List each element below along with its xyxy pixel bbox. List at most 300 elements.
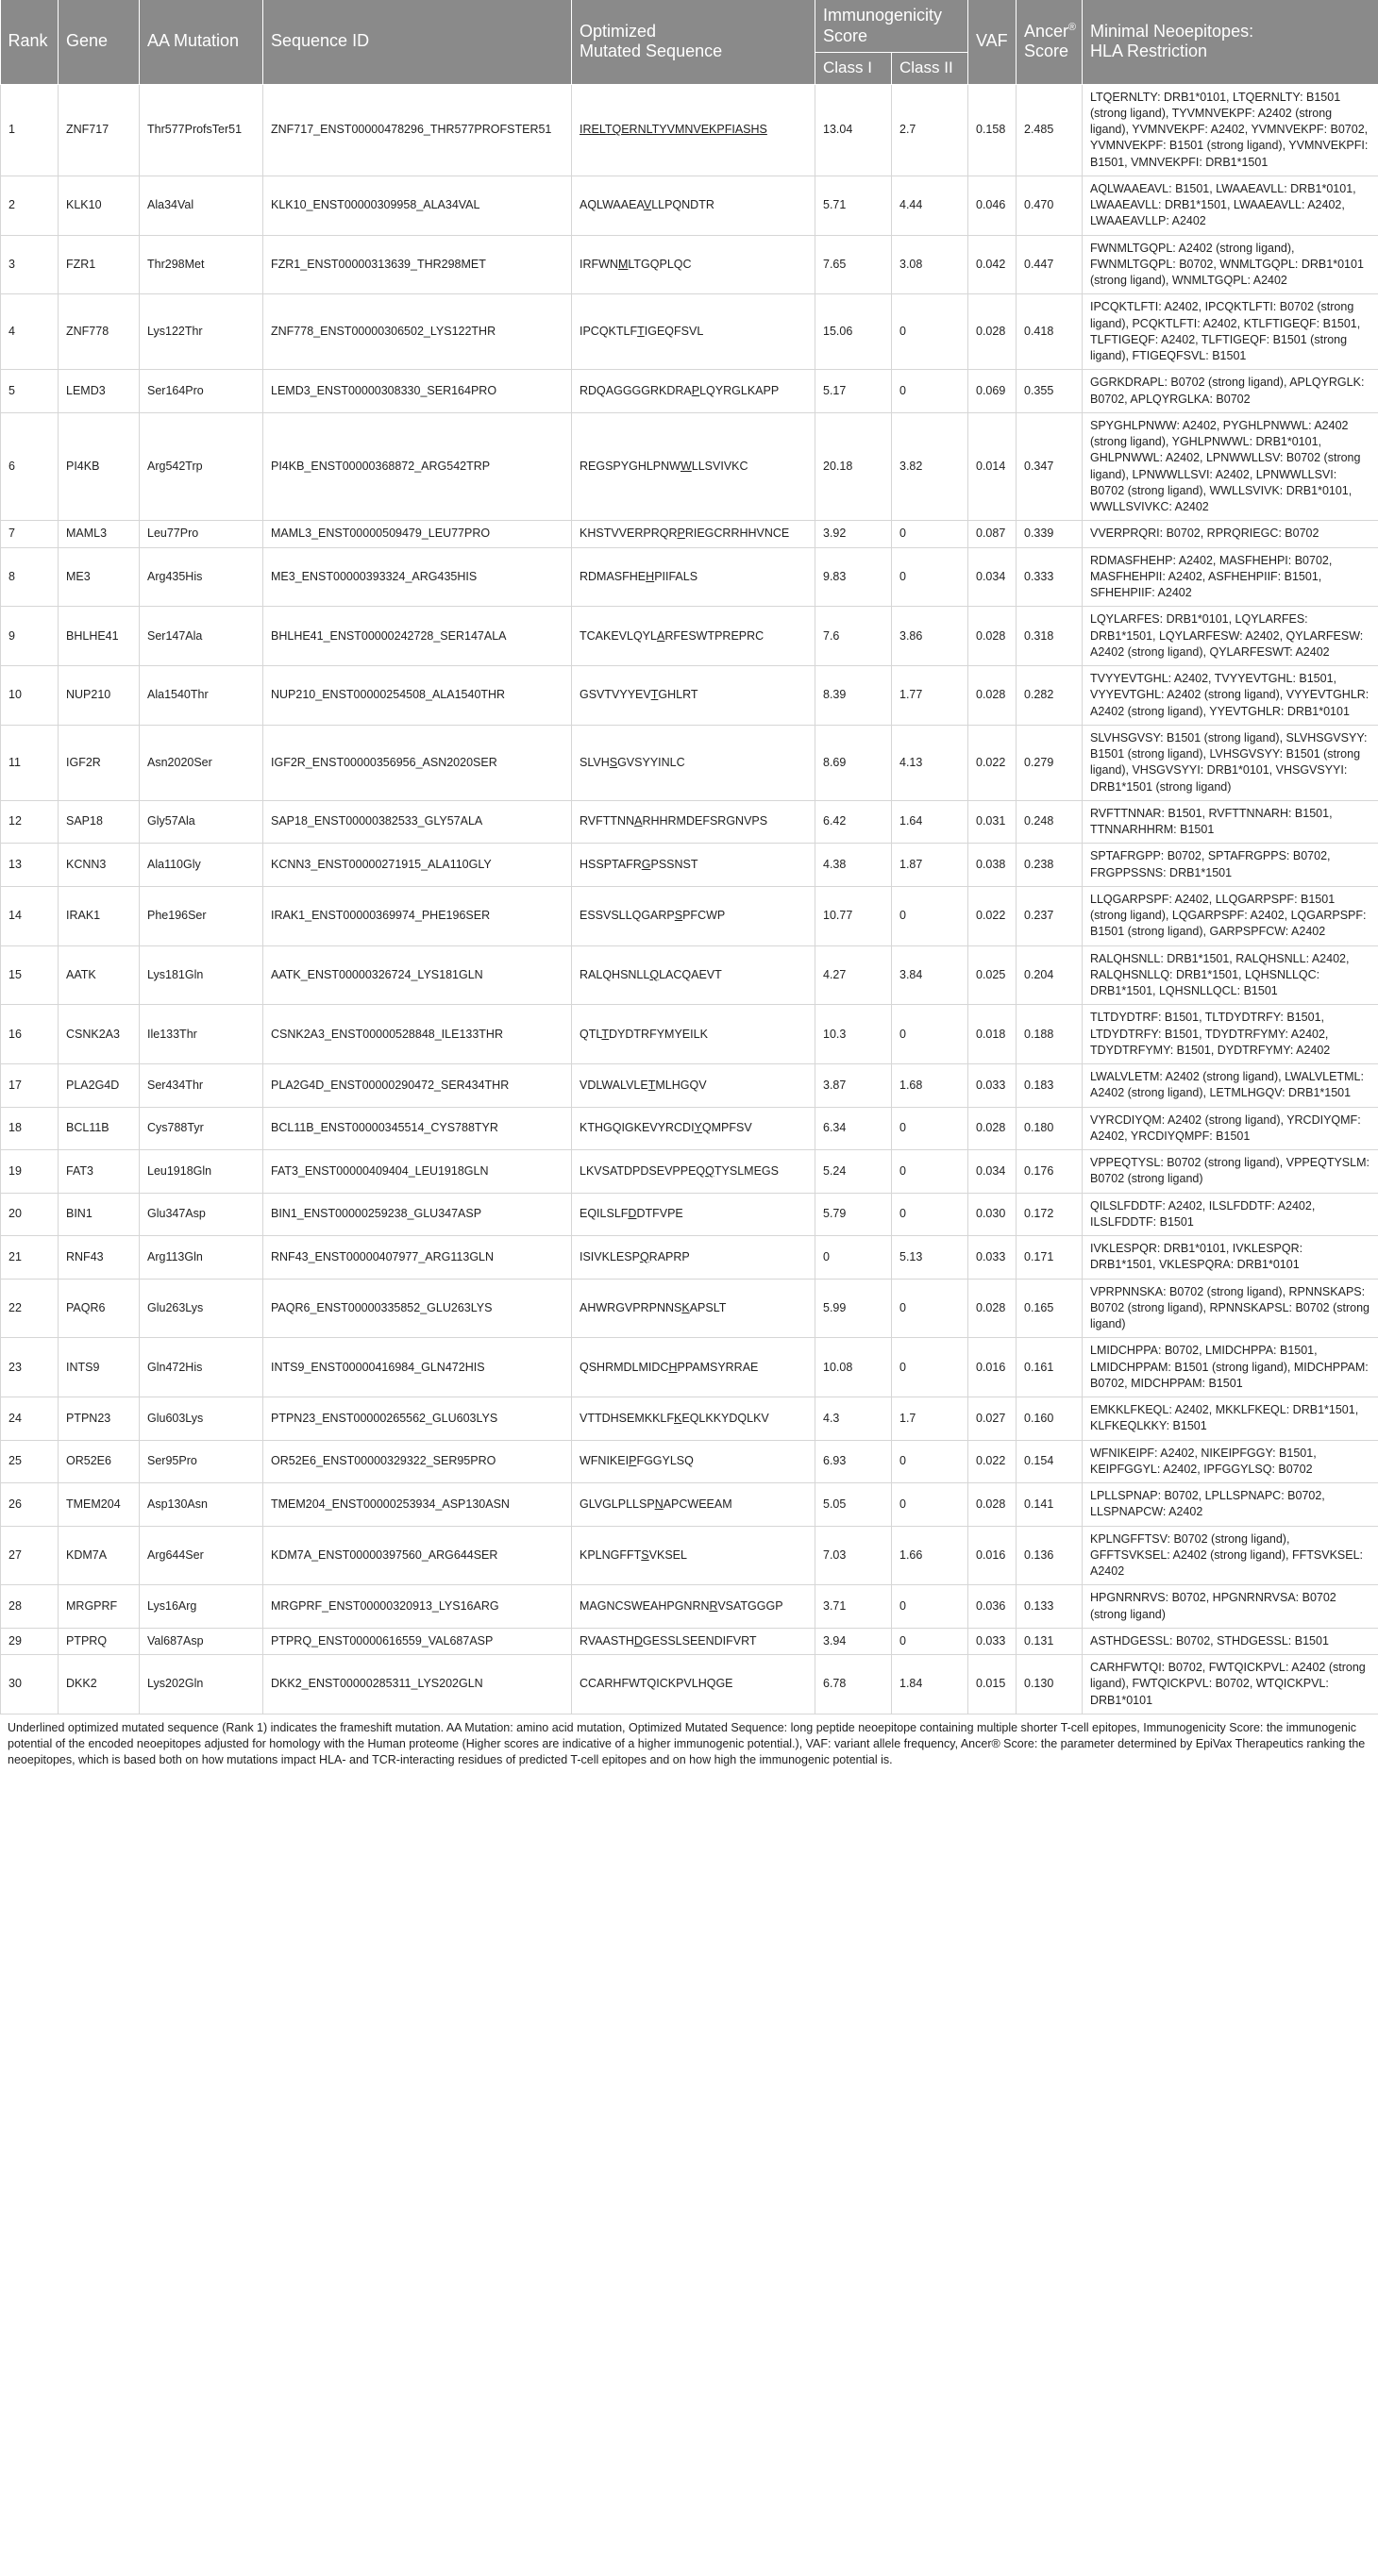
sequence-mutated-residue: M bbox=[617, 257, 629, 271]
cell-class2: 3.08 bbox=[892, 235, 968, 294]
table-row bbox=[1, 844, 1378, 887]
cell-optimized-sequence bbox=[572, 800, 815, 844]
cell-class1: 15.06 bbox=[815, 294, 892, 370]
cell-rank: 4 bbox=[1, 294, 59, 370]
cell-aa-mutation: Lys16Arg bbox=[140, 1585, 263, 1629]
cell-ancer-score: 0.318 bbox=[1017, 607, 1083, 666]
cell-rank: 20 bbox=[1, 1193, 59, 1236]
cell-epitopes: SPTAFRGPP: B0702, SPTAFRGPPS: B0702, FRGPPSSNS: DRB1*1501 bbox=[1083, 844, 1378, 887]
sequence-suffix: FGGYLSQ bbox=[636, 1454, 694, 1468]
cell-optimized-sequence bbox=[572, 945, 815, 1005]
sequence-suffix: LTGQPLQC bbox=[628, 257, 692, 271]
sequence-mutated-residue: Q bbox=[639, 1249, 649, 1263]
cell-class2: 0 bbox=[892, 886, 968, 945]
cell-vaf: 0.033 bbox=[968, 1236, 1017, 1280]
cell-rank: 3 bbox=[1, 235, 59, 294]
cell-aa-mutation: Ala1540Thr bbox=[140, 666, 263, 726]
cell-sequence-id: LEMD3_ENST00000308330_SER164PRO bbox=[263, 370, 572, 413]
cell-gene: INTS9 bbox=[59, 1338, 140, 1397]
sequence-suffix: QMPFSV bbox=[701, 1121, 752, 1135]
cell-sequence-id: BCL11B_ENST00000345514_CYS788TYR bbox=[263, 1107, 572, 1150]
header-optimized-line1: Optimized bbox=[580, 21, 657, 41]
cell-optimized-sequence bbox=[572, 1005, 815, 1064]
cell-optimized-sequence bbox=[572, 1585, 815, 1629]
cell-epitopes: GGRKDRAPL: B0702 (strong ligand), APLQYRGLK: B0702, APLQYRGLKA: B0702 bbox=[1083, 370, 1378, 413]
cell-rank: 13 bbox=[1, 844, 59, 887]
cell-rank: 26 bbox=[1, 1483, 59, 1527]
cell-optimized-sequence bbox=[572, 1193, 815, 1236]
cell-class2: 0 bbox=[892, 1440, 968, 1483]
sequence-prefix: GLVGLPLLSP bbox=[580, 1497, 655, 1511]
cell-sequence-id: BHLHE41_ENST00000242728_SER147ALA bbox=[263, 607, 572, 666]
cell-optimized-sequence bbox=[572, 84, 815, 176]
cell-class1: 10.08 bbox=[815, 1338, 892, 1397]
cell-class1: 4.27 bbox=[815, 945, 892, 1005]
cell-optimized-sequence bbox=[572, 1628, 815, 1654]
cell-aa-mutation: Lys202Gln bbox=[140, 1655, 263, 1715]
sequence-prefix: HSSPTAFR bbox=[580, 857, 642, 871]
cell-gene: PTPN23 bbox=[59, 1397, 140, 1441]
sequence-mutated-residue: H bbox=[668, 1360, 678, 1374]
cell-optimized-sequence bbox=[572, 1107, 815, 1150]
cell-epitopes: LQYLARFES: DRB1*0101, LQYLARFES: DRB1*1501, LQYLARFESW: A2402, QYLARFESW: A2402 (strong ligand), QYLARFESWT: A2402 bbox=[1083, 607, 1378, 666]
header-ancer-score bbox=[1017, 0, 1083, 84]
cell-ancer-score: 0.141 bbox=[1017, 1483, 1083, 1527]
cell-class1: 6.78 bbox=[815, 1655, 892, 1715]
sequence-suffix: RFESWTPREPRC bbox=[664, 628, 765, 643]
cell-class1: 5.24 bbox=[815, 1150, 892, 1194]
sequence-prefix: QTL bbox=[580, 1027, 602, 1041]
sequence-suffix: LQYRGLKAPP bbox=[699, 383, 780, 397]
cell-ancer-score: 0.131 bbox=[1017, 1628, 1083, 1654]
sequence-suffix: RIEGCRRHHVNCE bbox=[684, 527, 790, 541]
cell-aa-mutation: Arg542Trp bbox=[140, 412, 263, 521]
header-ancer-main: Ancer bbox=[1024, 21, 1069, 41]
cell-vaf: 0.038 bbox=[968, 844, 1017, 887]
table-row bbox=[1, 521, 1378, 547]
sequence-prefix: VDLWALVLE bbox=[580, 1078, 648, 1092]
sequence-mutated-residue: T bbox=[650, 688, 659, 702]
cell-aa-mutation: Ala110Gly bbox=[140, 844, 263, 887]
cell-aa-mutation: Ser147Ala bbox=[140, 607, 263, 666]
cell-sequence-id: ME3_ENST00000393324_ARG435HIS bbox=[263, 547, 572, 607]
cell-vaf: 0.022 bbox=[968, 1440, 1017, 1483]
cell-gene: BCL11B bbox=[59, 1107, 140, 1150]
cell-epitopes: TVYYEVTGHL: A2402, TVYYEVTGHL: B1501, VYYEVTGHL: A2402 (strong ligand), VYYEVTGHLR: A2402 (strong ligand), YYEVTGHLR: DRB1*0101 bbox=[1083, 666, 1378, 726]
cell-class1: 7.65 bbox=[815, 235, 892, 294]
sequence-suffix: VKSEL bbox=[648, 1547, 687, 1562]
cell-rank: 1 bbox=[1, 84, 59, 176]
cell-gene: PTPRQ bbox=[59, 1628, 140, 1654]
cell-optimized-sequence bbox=[572, 235, 815, 294]
header-minimal-line1: Minimal Neoepitopes: bbox=[1090, 21, 1254, 41]
registered-mark: ® bbox=[1068, 21, 1076, 33]
cell-ancer-score: 0.355 bbox=[1017, 370, 1083, 413]
header-immunogenicity-line2: Score bbox=[823, 25, 868, 45]
sequence-suffix: PPAMSYRRAE bbox=[677, 1360, 759, 1374]
cell-sequence-id: IRAK1_ENST00000369974_PHE196SER bbox=[263, 886, 572, 945]
header-minimal-neoepitopes bbox=[1083, 0, 1378, 84]
cell-rank: 21 bbox=[1, 1236, 59, 1280]
cell-epitopes: LTQERNLTY: DRB1*0101, LTQERNLTY: B1501 (strong ligand), TYVMNVEKPF: A2402 (strong ligand), YVMNVEKPF: A2402, YVMNVEKPF: B0702, YVMNVEKPF: B1501 (strong ligand), YVMNVEKPFI: B1501, VMNVEKPFI: DRB1*1501 bbox=[1083, 84, 1378, 176]
cell-class1: 13.04 bbox=[815, 84, 892, 176]
cell-vaf: 0.016 bbox=[968, 1526, 1017, 1585]
cell-epitopes: KPLNGFFTSV: B0702 (strong ligand), GFFTSVKSEL: A2402 (strong ligand), FFTSVKSEL: A2402 bbox=[1083, 1526, 1378, 1585]
cell-rank: 8 bbox=[1, 547, 59, 607]
sequence-suffix: IGEQFSVL bbox=[644, 325, 704, 339]
cell-class2: 1.66 bbox=[892, 1526, 968, 1585]
cell-gene: KLK10 bbox=[59, 176, 140, 235]
cell-gene: CSNK2A3 bbox=[59, 1005, 140, 1064]
cell-aa-mutation: Cys788Tyr bbox=[140, 1107, 263, 1150]
cell-ancer-score: 0.237 bbox=[1017, 886, 1083, 945]
cell-ancer-score: 0.136 bbox=[1017, 1526, 1083, 1585]
cell-vaf: 0.034 bbox=[968, 547, 1017, 607]
cell-rank: 15 bbox=[1, 945, 59, 1005]
cell-epitopes: VVERPRQRI: B0702, RPRQRIEGC: B0702 bbox=[1083, 521, 1378, 547]
cell-vaf: 0.042 bbox=[968, 235, 1017, 294]
cell-vaf: 0.158 bbox=[968, 84, 1017, 176]
cell-rank: 22 bbox=[1, 1279, 59, 1338]
sequence-mutated-residue: R bbox=[709, 1598, 718, 1613]
cell-aa-mutation: Lys122Thr bbox=[140, 294, 263, 370]
cell-rank: 5 bbox=[1, 370, 59, 413]
sequence-mutated-residue: K bbox=[674, 1411, 682, 1425]
sequence-suffix: DYDTRFYMYEILK bbox=[609, 1027, 708, 1041]
table-row bbox=[1, 725, 1378, 800]
cell-gene: BHLHE41 bbox=[59, 607, 140, 666]
cell-vaf: 0.028 bbox=[968, 666, 1017, 726]
table-row bbox=[1, 1585, 1378, 1629]
cell-aa-mutation: Asn2020Ser bbox=[140, 725, 263, 800]
cell-aa-mutation: Gln472His bbox=[140, 1338, 263, 1397]
cell-class1: 5.71 bbox=[815, 176, 892, 235]
table-row bbox=[1, 370, 1378, 413]
cell-class2: 1.64 bbox=[892, 800, 968, 844]
cell-vaf: 0.025 bbox=[968, 945, 1017, 1005]
sequence-suffix: LLPQNDTR bbox=[651, 198, 714, 212]
table-row bbox=[1, 294, 1378, 370]
cell-ancer-score: 0.130 bbox=[1017, 1655, 1083, 1715]
cell-sequence-id: IGF2R_ENST00000356956_ASN2020SER bbox=[263, 725, 572, 800]
cell-sequence-id: MAML3_ENST00000509479_LEU77PRO bbox=[263, 521, 572, 547]
cell-class2: 0 bbox=[892, 1279, 968, 1338]
cell-epitopes: SLVHSGVSY: B1501 (strong ligand), SLVHSGVSYY: B1501 (strong ligand), LVHSGVSYY: B1501 (strong ligand), VHSGVSYYI: DRB1*0101, VHSGVSYYI: DRB1*1501 (strong ligand) bbox=[1083, 725, 1378, 800]
cell-sequence-id: NUP210_ENST00000254508_ALA1540THR bbox=[263, 666, 572, 726]
cell-vaf: 0.018 bbox=[968, 1005, 1017, 1064]
cell-vaf: 0.087 bbox=[968, 521, 1017, 547]
cell-sequence-id: AATK_ENST00000326724_LYS181GLN bbox=[263, 945, 572, 1005]
sequence-mutated-residue: D bbox=[633, 1633, 643, 1648]
cell-rank: 14 bbox=[1, 886, 59, 945]
cell-rank: 29 bbox=[1, 1628, 59, 1654]
cell-rank: 25 bbox=[1, 1440, 59, 1483]
cell-vaf: 0.033 bbox=[968, 1628, 1017, 1654]
cell-class1: 8.69 bbox=[815, 725, 892, 800]
cell-optimized-sequence bbox=[572, 1338, 815, 1397]
sequence-prefix: ESSVSLLQGARP bbox=[580, 909, 675, 923]
sequence-suffix: EQLKKYDQLKV bbox=[681, 1411, 769, 1425]
table-row bbox=[1, 176, 1378, 235]
cell-epitopes: LMIDCHPPA: B0702, LMIDCHPPA: B1501, LMIDCHPPAM: B1501 (strong ligand), MIDCHPPAM: B0702, MIDCHPPAM: B1501 bbox=[1083, 1338, 1378, 1397]
header-optimized-sequence bbox=[572, 0, 815, 84]
cell-rank: 10 bbox=[1, 666, 59, 726]
header-aa-mutation: AA Mutation bbox=[140, 0, 263, 84]
table-row bbox=[1, 1338, 1378, 1397]
sequence-mutated-residue: W bbox=[680, 459, 692, 473]
cell-sequence-id: FAT3_ENST00000409404_LEU1918GLN bbox=[263, 1150, 572, 1194]
cell-rank: 11 bbox=[1, 725, 59, 800]
sequence-prefix: RVAASTH bbox=[580, 1633, 634, 1648]
header-immunogenicity-line1: Immunogenicity bbox=[823, 6, 943, 25]
sequence-suffix: PSSNST bbox=[650, 857, 698, 871]
cell-epitopes: VPRPNNSKA: B0702 (strong ligand), RPNNSKAPS: B0702 (strong ligand), RPNNSKAPSL: B0702 (strong ligand) bbox=[1083, 1279, 1378, 1338]
cell-optimized-sequence bbox=[572, 725, 815, 800]
cell-epitopes: RALQHSNLL: DRB1*1501, RALQHSNLL: A2402, RALQHSNLLQ: DRB1*1501, LQHSNLLQC: DRB1*1501, LQHSNLLQCL: B1501 bbox=[1083, 945, 1378, 1005]
cell-epitopes: VPPEQTYSL: B0702 (strong ligand), VPPEQTYSLM: B0702 (strong ligand) bbox=[1083, 1150, 1378, 1194]
cell-gene: FZR1 bbox=[59, 235, 140, 294]
sequence-mutated-residue: IRELTQERNLTYVMNVEKPFIASHS bbox=[580, 123, 767, 137]
cell-optimized-sequence bbox=[572, 1279, 815, 1338]
sequence-mutated-residue: P bbox=[677, 527, 685, 541]
sequence-suffix: RAPRP bbox=[648, 1249, 690, 1263]
cell-vaf: 0.028 bbox=[968, 1483, 1017, 1527]
cell-sequence-id: DKK2_ENST00000285311_LYS202GLN bbox=[263, 1655, 572, 1715]
cell-vaf: 0.028 bbox=[968, 607, 1017, 666]
cell-class1: 3.87 bbox=[815, 1064, 892, 1108]
sequence-mutated-residue: S bbox=[609, 755, 618, 769]
cell-class2: 0 bbox=[892, 1193, 968, 1236]
cell-ancer-score: 0.165 bbox=[1017, 1279, 1083, 1338]
cell-class2: 4.44 bbox=[892, 176, 968, 235]
cell-epitopes: LLQGARPSPF: A2402, LLQGARPSPF: B1501 (strong ligand), LQGARPSPF: A2402, LQGARPSPF: B1501 (strong ligand), GARPSPFCW: A2402 bbox=[1083, 886, 1378, 945]
sequence-mutated-residue: Y bbox=[694, 1121, 702, 1135]
cell-ancer-score: 0.333 bbox=[1017, 547, 1083, 607]
sequence-prefix: AQLWAAEA bbox=[580, 198, 644, 212]
table-row bbox=[1, 1440, 1378, 1483]
cell-sequence-id: SAP18_ENST00000382533_GLY57ALA bbox=[263, 800, 572, 844]
cell-vaf: 0.022 bbox=[968, 725, 1017, 800]
cell-ancer-score: 0.172 bbox=[1017, 1193, 1083, 1236]
cell-gene: OR52E6 bbox=[59, 1440, 140, 1483]
cell-optimized-sequence bbox=[572, 412, 815, 521]
cell-class1: 7.03 bbox=[815, 1526, 892, 1585]
cell-optimized-sequence bbox=[572, 1064, 815, 1108]
cell-aa-mutation: Glu347Asp bbox=[140, 1193, 263, 1236]
cell-aa-mutation: Gly57Ala bbox=[140, 800, 263, 844]
cell-class2: 1.77 bbox=[892, 666, 968, 726]
sequence-suffix: GHLRT bbox=[658, 688, 698, 702]
cell-sequence-id: CSNK2A3_ENST00000528848_ILE133THR bbox=[263, 1005, 572, 1064]
cell-optimized-sequence bbox=[572, 547, 815, 607]
cell-gene: NUP210 bbox=[59, 666, 140, 726]
cell-rank: 9 bbox=[1, 607, 59, 666]
sequence-mutated-residue: Q bbox=[649, 967, 660, 981]
cell-aa-mutation: Val687Asp bbox=[140, 1628, 263, 1654]
cell-class2: 0 bbox=[892, 1483, 968, 1527]
cell-gene: ZNF717 bbox=[59, 84, 140, 176]
cell-vaf: 0.027 bbox=[968, 1397, 1017, 1441]
sequence-mutated-residue: P bbox=[691, 383, 700, 397]
cell-aa-mutation: Arg644Ser bbox=[140, 1526, 263, 1585]
sequence-prefix: REGSPYGHLPNW bbox=[580, 459, 681, 473]
cell-aa-mutation: Ser434Thr bbox=[140, 1064, 263, 1108]
cell-class2: 0 bbox=[892, 1628, 968, 1654]
table-row bbox=[1, 945, 1378, 1005]
cell-epitopes: QILSLFDDTF: A2402, ILSLFDDTF: A2402, ILSLFDDTF: B1501 bbox=[1083, 1193, 1378, 1236]
sequence-mutated-residue: Q bbox=[705, 1163, 714, 1178]
cell-class2: 0 bbox=[892, 1107, 968, 1150]
header-optimized-line2: Mutated Sequence bbox=[580, 42, 723, 61]
cell-optimized-sequence bbox=[572, 607, 815, 666]
cell-optimized-sequence bbox=[572, 844, 815, 887]
table-body bbox=[1, 84, 1378, 1714]
cell-class2: 1.87 bbox=[892, 844, 968, 887]
cell-aa-mutation: Glu603Lys bbox=[140, 1397, 263, 1441]
cell-class2: 1.84 bbox=[892, 1655, 968, 1715]
cell-epitopes: ASTHDGESSL: B0702, STHDGESSL: B1501 bbox=[1083, 1628, 1378, 1654]
cell-vaf: 0.028 bbox=[968, 1279, 1017, 1338]
cell-gene: ZNF778 bbox=[59, 294, 140, 370]
sequence-suffix: APSLT bbox=[689, 1300, 727, 1314]
cell-sequence-id: KCNN3_ENST00000271915_ALA110GLY bbox=[263, 844, 572, 887]
sequence-mutated-residue: S bbox=[641, 1547, 649, 1562]
cell-aa-mutation: Lys181Gln bbox=[140, 945, 263, 1005]
cell-sequence-id: KDM7A_ENST00000397560_ARG644SER bbox=[263, 1526, 572, 1585]
cell-class2: 0 bbox=[892, 521, 968, 547]
sequence-prefix: IPCQKTLF bbox=[580, 325, 638, 339]
cell-gene: PLA2G4D bbox=[59, 1064, 140, 1108]
table-row bbox=[1, 1005, 1378, 1064]
sequence-prefix: ISIVKLESP bbox=[580, 1249, 640, 1263]
table-row bbox=[1, 1526, 1378, 1585]
sequence-suffix: VSATGGGP bbox=[717, 1598, 783, 1613]
cell-sequence-id: PLA2G4D_ENST00000290472_SER434THR bbox=[263, 1064, 572, 1108]
sequence-prefix: AHWRGVPRPNNS bbox=[580, 1300, 682, 1314]
sequence-mutated-residue: K bbox=[681, 1300, 690, 1314]
cell-class2: 4.13 bbox=[892, 725, 968, 800]
cell-rank: 28 bbox=[1, 1585, 59, 1629]
sequence-suffix: LACQAEVT bbox=[659, 967, 722, 981]
cell-ancer-score: 0.248 bbox=[1017, 800, 1083, 844]
cell-gene: IRAK1 bbox=[59, 886, 140, 945]
cell-optimized-sequence bbox=[572, 1150, 815, 1194]
cell-sequence-id: MRGPRF_ENST00000320913_LYS16ARG bbox=[263, 1585, 572, 1629]
cell-ancer-score: 0.183 bbox=[1017, 1064, 1083, 1108]
sequence-suffix: TYSLMEGS bbox=[714, 1163, 779, 1178]
sequence-prefix: IRFWN bbox=[580, 257, 618, 271]
cell-vaf: 0.034 bbox=[968, 1150, 1017, 1194]
cell-class1: 0 bbox=[815, 1236, 892, 1280]
cell-class1: 5.99 bbox=[815, 1279, 892, 1338]
sequence-prefix: RDMASFHE bbox=[580, 569, 647, 583]
cell-sequence-id: PTPN23_ENST00000265562_GLU603LYS bbox=[263, 1397, 572, 1441]
cell-aa-mutation: Arg435His bbox=[140, 547, 263, 607]
sequence-suffix: GESSLSEENDIFVRT bbox=[642, 1633, 757, 1648]
cell-epitopes: FWNMLTGQPL: A2402 (strong ligand), FWNMLTGQPL: B0702, WNMLTGQPL: DRB1*0101 (strong ligand), WNMLTGQPL: A2402 bbox=[1083, 235, 1378, 294]
cell-aa-mutation: Ala34Val bbox=[140, 176, 263, 235]
cell-vaf: 0.028 bbox=[968, 294, 1017, 370]
table-row bbox=[1, 547, 1378, 607]
cell-class1: 3.71 bbox=[815, 1585, 892, 1629]
cell-gene: MAML3 bbox=[59, 521, 140, 547]
sequence-mutated-residue: S bbox=[674, 909, 683, 923]
cell-class2: 3.84 bbox=[892, 945, 968, 1005]
cell-class2: 3.86 bbox=[892, 607, 968, 666]
sequence-prefix: KPLNGFFT bbox=[580, 1547, 642, 1562]
cell-vaf: 0.014 bbox=[968, 412, 1017, 521]
cell-gene: RNF43 bbox=[59, 1236, 140, 1280]
table-footnote: Underlined optimized mutated sequence (Rank 1) indicates the frameshift mutation. AA Mutation: amino acid mutation, Optimized Mutated Sequence: long peptide neoepitope containing multiple shorter T-cell epitopes, Immunogenicity Score: the immunogenic potential of the encoded neoepitopes adjusted for homology with the Human proteome (Higher scores are indicative of a higher immunogenic potential.), VAF: variant allele frequency, Ancer® Score: the parameter determined by EpiVax Therapeutics ranking the neoepitopes, which is based both on how mutations impact HLA- and TCR-interacting residues of predicted T-cell epitopes and on how high the immunogenic potential is. bbox=[8, 1720, 1366, 1767]
table-row bbox=[1, 886, 1378, 945]
table-row bbox=[1, 666, 1378, 726]
header-rank: Rank bbox=[1, 0, 59, 84]
header-vaf: VAF bbox=[968, 0, 1017, 84]
cell-vaf: 0.015 bbox=[968, 1655, 1017, 1715]
cell-rank: 12 bbox=[1, 800, 59, 844]
header-row bbox=[1, 0, 1378, 53]
cell-epitopes: IVKLESPQR: DRB1*0101, IVKLESPQR: DRB1*1501, VKLESPQRA: DRB1*0101 bbox=[1083, 1236, 1378, 1280]
sequence-prefix: SLVH bbox=[580, 755, 610, 769]
cell-class2: 3.82 bbox=[892, 412, 968, 521]
cell-class2: 1.7 bbox=[892, 1397, 968, 1441]
table-row bbox=[1, 1150, 1378, 1194]
cell-epitopes: RDMASFHEHP: A2402, MASFHEHPI: B0702, MASFHEHPII: A2402, ASFHEHPIIF: B1501, SFHEHPIIF: A2402 bbox=[1083, 547, 1378, 607]
cell-ancer-score: 0.204 bbox=[1017, 945, 1083, 1005]
sequence-mutated-residue: T bbox=[647, 1078, 656, 1092]
sequence-prefix: RDQAGGGGRKDRA bbox=[580, 383, 692, 397]
cell-epitopes: LWALVLETM: A2402 (strong ligand), LWALVLETML: A2402 (strong ligand), LETMLHGQV: DRB1*1501 bbox=[1083, 1064, 1378, 1108]
sequence-mutated-residue: T bbox=[637, 325, 645, 339]
cell-ancer-score: 0.180 bbox=[1017, 1107, 1083, 1150]
sequence-mutated-residue: G bbox=[641, 857, 651, 871]
cell-sequence-id: PAQR6_ENST00000335852_GLU263LYS bbox=[263, 1279, 572, 1338]
cell-class1: 6.34 bbox=[815, 1107, 892, 1150]
header-sequence-id: Sequence ID bbox=[263, 0, 572, 84]
cell-optimized-sequence bbox=[572, 521, 815, 547]
cell-sequence-id: PTPRQ_ENST00000616559_VAL687ASP bbox=[263, 1628, 572, 1654]
cell-sequence-id: BIN1_ENST00000259238_GLU347ASP bbox=[263, 1193, 572, 1236]
cell-ancer-score: 0.238 bbox=[1017, 844, 1083, 887]
sequence-suffix: DTFVPE bbox=[636, 1207, 683, 1221]
cell-ancer-score: 0.160 bbox=[1017, 1397, 1083, 1441]
cell-vaf: 0.031 bbox=[968, 800, 1017, 844]
cell-ancer-score: 0.279 bbox=[1017, 725, 1083, 800]
cell-aa-mutation: Asp130Asn bbox=[140, 1483, 263, 1527]
cell-ancer-score: 0.154 bbox=[1017, 1440, 1083, 1483]
cell-optimized-sequence bbox=[572, 1440, 815, 1483]
cell-optimized-sequence bbox=[572, 1236, 815, 1280]
cell-epitopes: TLTDYDTRF: B1501, TLTDYDTRFY: B1501, LTDYDTRFY: B1501, TDYDTRFYMY: A2402, TDYDTRFYMY: B1501, DYDTRFYMY: A2402 bbox=[1083, 1005, 1378, 1064]
cell-sequence-id: OR52E6_ENST00000329322_SER95PRO bbox=[263, 1440, 572, 1483]
cell-gene: ME3 bbox=[59, 547, 140, 607]
cell-class1: 5.17 bbox=[815, 370, 892, 413]
cell-class1: 8.39 bbox=[815, 666, 892, 726]
cell-aa-mutation: Phe196Ser bbox=[140, 886, 263, 945]
cell-class2: 0 bbox=[892, 1005, 968, 1064]
cell-rank: 19 bbox=[1, 1150, 59, 1194]
cell-class2: 0 bbox=[892, 370, 968, 413]
cell-class1: 4.38 bbox=[815, 844, 892, 887]
cell-sequence-id: INTS9_ENST00000416984_GLN472HIS bbox=[263, 1338, 572, 1397]
cell-gene: BIN1 bbox=[59, 1193, 140, 1236]
table-row bbox=[1, 235, 1378, 294]
cell-optimized-sequence bbox=[572, 1655, 815, 1715]
sequence-mutated-residue: P bbox=[629, 1454, 637, 1468]
sequence-prefix: QSHRMDLMIDC bbox=[580, 1360, 669, 1374]
cell-class1: 10.3 bbox=[815, 1005, 892, 1064]
cell-rank: 6 bbox=[1, 412, 59, 521]
